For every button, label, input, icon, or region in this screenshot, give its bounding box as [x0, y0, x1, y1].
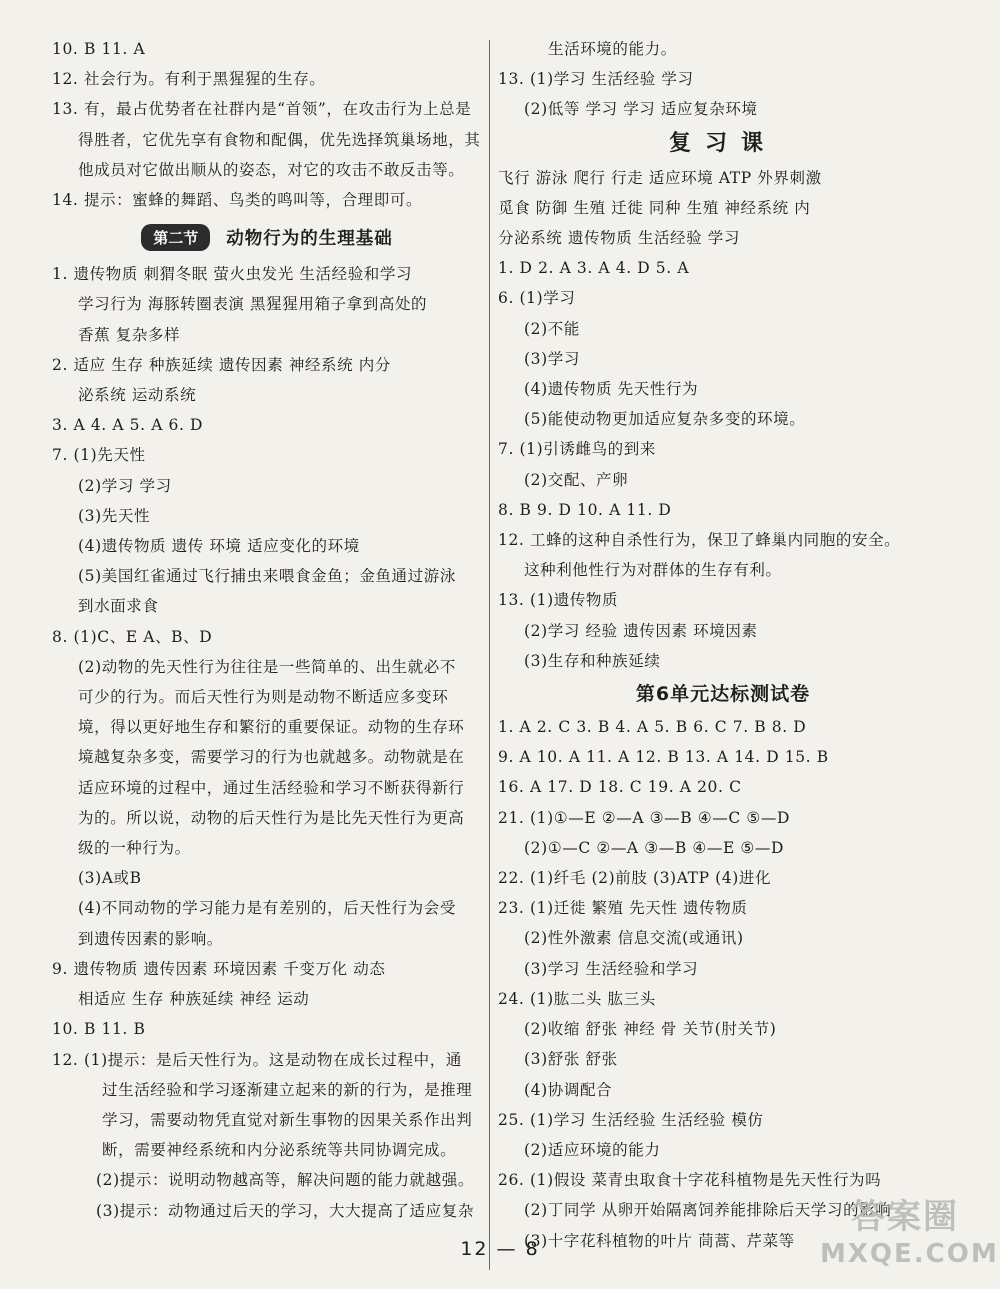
answer-line: (2)性外激素 信息交流(或通讯) [524, 929, 744, 948]
answer-line: 1. 遗传物质 刺猬冬眠 萤火虫发光 生活经验和学习 [52, 265, 413, 284]
answer-line: 1. A 2. C 3. B 4. A 5. B 6. C 7. B 8. D [498, 718, 807, 737]
review-lesson-title: 复习课 [668, 130, 777, 156]
answer-line: (2)不能 [524, 319, 580, 338]
answer-line: (2)①—C ②—A ③—B ④—E ⑤—D [524, 838, 785, 857]
answer-line: 8. (1)C、E A、B、D [52, 627, 213, 646]
answer-line: 到水面求食 [78, 597, 159, 616]
answer-line: 可少的行为。而后天性行为则是动物不断适应多变环 [78, 688, 449, 707]
right-column [498, 34, 948, 1256]
answer-line: 境越复杂多变，需要学习的行为也就越多。动物就是在 [78, 748, 465, 767]
watermark-logo [820, 1195, 999, 1285]
answer-line: (2)低等 学习 学习 适应复杂环境 [524, 100, 758, 119]
answer-line: 25. (1)学习 生活经验 生活经验 模仿 [498, 1110, 764, 1129]
answer-line: 到遗传因素的影响。 [78, 929, 223, 948]
answer-line: (5)美国红雀通过飞行捕虫来喂食金鱼；金鱼通过游泳 [78, 567, 456, 586]
answer-line: 8. B 9. D 10. A 11. D [498, 500, 672, 519]
answer-line: (3)舒张 舒张 [524, 1050, 618, 1069]
answer-line: 分泌系统 遗传物质 生活经验 学习 [498, 229, 740, 248]
answer-line: 13. (1)遗传物质 [498, 591, 619, 610]
answer-line: 生活环境的能力。 [548, 40, 677, 58]
answer-line: 16. A 17. D 18. C 19. A 20. C [498, 778, 742, 797]
answer-line: 级的一种行为。 [78, 839, 191, 858]
answer-line: 过生活经验和学习逐渐建立起来的新的行为，是推理 [102, 1080, 473, 1099]
answer-line: (2)收缩 舒张 神经 骨 关节(肘关节) [524, 1020, 777, 1039]
column-divider [489, 40, 490, 1270]
answer-line: 境，得以更好地生存和繁衍的重要保证。动物的生存环 [78, 718, 465, 737]
answer-line: 14. 提示：蜜蜂的舞蹈、鸟类的鸣叫等，合理即可。 [52, 191, 423, 210]
answer-line: (3)提示：动物通过后天的学习，大大提高了适应复杂 [96, 1201, 474, 1220]
answer-line: 24. (1)肱二头 肱三头 [498, 989, 656, 1008]
answer-line: (4)遗传物质 先天性行为 [524, 380, 699, 399]
answer-line: 12. 工蜂的这种自杀性行为，保卫了蜂巢内同胞的安全。 [498, 531, 901, 550]
answer-line: 相适应 生存 种族延续 神经 运动 [78, 990, 310, 1009]
answer-line: (3)先天性 [78, 506, 151, 525]
answer-line: (2)适应环境的能力 [524, 1140, 661, 1159]
answer-line: 12. (1)提示：是后天性行为。这是动物在成长过程中，通 [52, 1050, 462, 1069]
answer-line: 学习行为 海豚转圈表演 黑猩猩用箱子拿到高处的 [78, 295, 428, 314]
answer-line: (2)学习 经验 遗传因素 环境因素 [524, 621, 758, 640]
answer-line: 为的。所以说，动物的后天性行为是比先天性行为更高 [78, 808, 465, 827]
answer-line: 9. 遗传物质 遗传因素 环境因素 千变万化 动态 [52, 959, 386, 978]
answer-line: 7. (1)引诱雌鸟的到来 [498, 440, 656, 459]
answer-line: (4)不同动物的学习能力是有差别的，后天性行为会受 [78, 899, 456, 918]
answer-line: (3)生存和种族延续 [524, 651, 661, 670]
watermark-logo-text: 答案圈 [851, 1197, 959, 1237]
answer-line: 23. (1)迁徙 繁殖 先天性 遗传物质 [498, 899, 748, 918]
answer-line: (2)丁同学 从卵开始隔离饲养能排除后天学习的影响 [524, 1201, 892, 1220]
answer-line: 1. D 2. A 3. A 4. D 5. A [498, 259, 690, 278]
answer-line: 得胜者，它优先享有食物和配偶，优先选择筑巢场地，其 [78, 130, 481, 149]
answer-line: 飞行 游泳 爬行 行走 适应环境 ATP 外界刺激 [498, 168, 822, 187]
answer-line: 3. A 4. A 5. A 6. D [52, 416, 204, 435]
answer-line: 断，需要神经系统和内分泌系统等共同协调完成。 [102, 1141, 457, 1160]
answer-line: 21. (1)①—E ②—A ③—B ④—C ⑤—D [498, 808, 791, 827]
left-column [52, 34, 482, 1226]
answer-line: 适应环境的过程中，通过生活经验和学习不断获得新行 [78, 778, 465, 797]
answer-line: (4)遗传物质 遗传 环境 适应变化的环境 [78, 537, 360, 556]
answer-line: 这种利他性行为对群体的生存有利。 [524, 561, 782, 580]
section-badge: 第二节 [141, 224, 210, 251]
answer-line: 10. B 11. B [52, 1020, 146, 1039]
page-number: 12 — 8 [460, 1238, 540, 1260]
answer-line: (3)学习 [524, 349, 580, 368]
answer-line: 26. (1)假设 菜青虫取食十字花科植物是先天性行为吗 [498, 1171, 882, 1190]
answer-line: 学习，需要动物凭直觉对新生事物的因果关系作出判 [102, 1110, 473, 1129]
answer-line: 泌系统 运动系统 [78, 386, 197, 405]
answer-line: 12. 社会行为。有利于黑猩猩的生存。 [52, 70, 326, 89]
answer-line: 13. (1)学习 生活经验 学习 [498, 70, 694, 89]
answer-line: (3)十字花科植物的叶片 茼蒿、芹菜等 [524, 1231, 795, 1250]
answer-line: 13. 有，最占优势者在社群内是“首领”，在攻击行为上总是 [52, 100, 472, 119]
section-heading [52, 215, 482, 259]
answer-line: 6. (1)学习 [498, 289, 576, 308]
answer-line: (3)学习 生活经验和学习 [524, 959, 699, 978]
watermark-site-text: MXQE.COM [820, 1239, 999, 1269]
section-title: 动物行为的生理基础 [226, 228, 393, 249]
answer-line: (2)提示：说明动物越高等，解决问题的能力就越强。 [96, 1171, 474, 1190]
answer-line: 9. A 10. A 11. A 12. B 13. A 14. D 15. B [498, 748, 829, 767]
answer-line: 觅食 防御 生殖 迁徙 同种 生殖 神经系统 内 [498, 198, 811, 217]
answer-line: 7. (1)先天性 [52, 446, 146, 465]
answer-line: 他成员对它做出顺从的姿态，对它的攻击不敢反击等。 [78, 160, 465, 179]
answer-line: (2)交配、产卵 [524, 470, 629, 489]
answer-line: (4)协调配合 [524, 1080, 613, 1099]
answer-line: 香蕉 复杂多样 [78, 325, 181, 344]
unit-test-title: 第6单元达标测试卷 [635, 683, 811, 706]
answer-line: (2)动物的先天性行为往往是一些简单的、出生就必不 [78, 657, 456, 676]
answer-line: (2)学习 学习 [78, 476, 172, 495]
answer-line: 10. B 11. A [52, 40, 146, 58]
answer-line: 2. 适应 生存 种族延续 遗传因素 神经系统 内分 [52, 355, 391, 374]
answer-line: 22. (1)纤毛 (2)前肢 (3)ATP (4)进化 [498, 869, 772, 888]
answer-line: (5)能使动物更加适应复杂多变的环境。 [524, 410, 806, 429]
answer-line: (3)A或B [78, 869, 142, 888]
